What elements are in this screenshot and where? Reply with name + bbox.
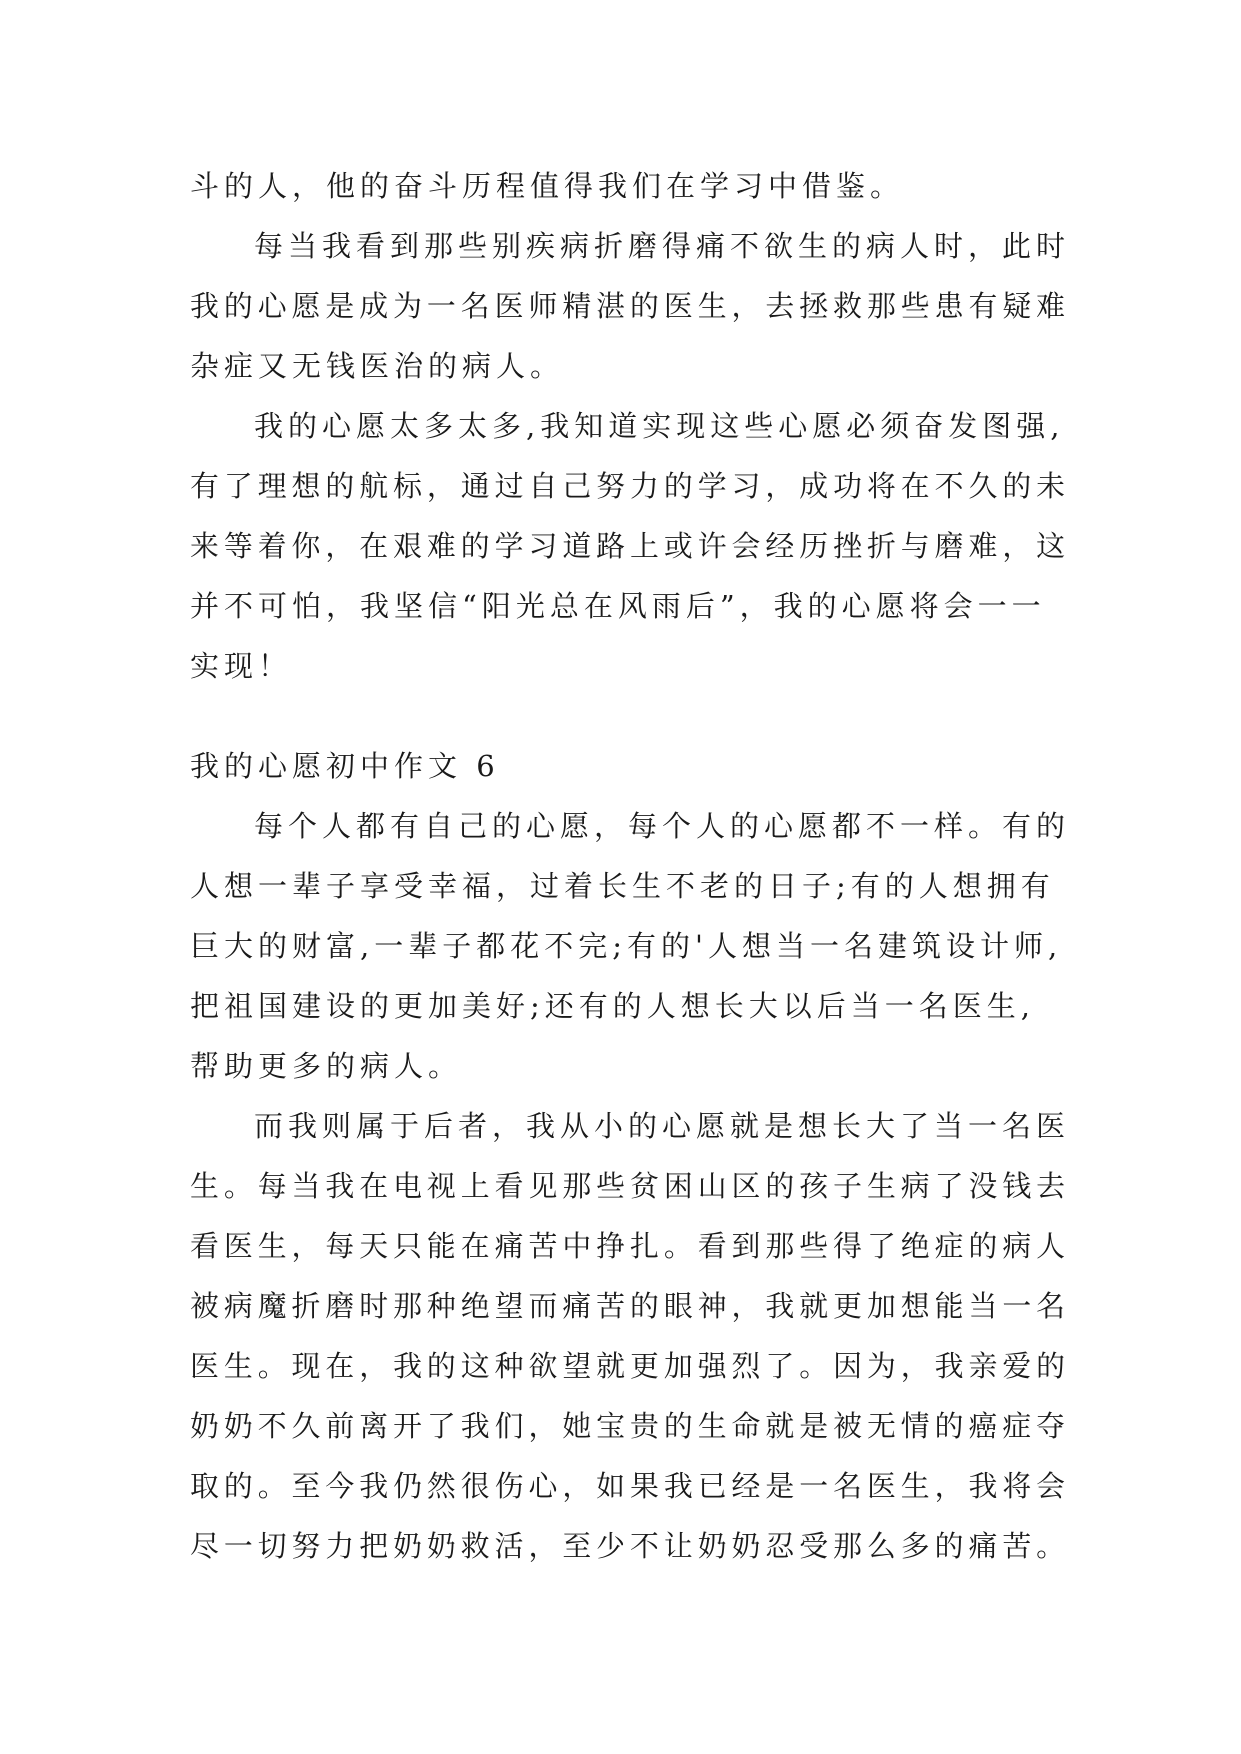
paragraph-first-line: 每个人都有自己的心愿，每个人的心愿都不一样。有的: [254, 809, 1071, 843]
section-heading: 我的心愿初中作文 6: [190, 749, 500, 783]
paragraph-first-line: 而我则属于后者，我从小的心愿就是想长大了当一名医: [254, 1109, 1071, 1143]
text-line: 有了理想的航标，通过自己努力的学习，成功将在不久的未: [190, 469, 1071, 503]
text-line: 医生。现在，我的这种欲望就更加强烈了。因为，我亲爱的: [190, 1349, 1071, 1383]
paragraph-first-line: 每当我看到那些别疾病折磨得痛不欲生的病人时，此时: [254, 229, 1071, 263]
text-line: 看医生，每天只能在痛苦中挣扎。看到那些得了绝症的病人: [190, 1229, 1071, 1263]
text-line: 取的。至今我仍然很伤心，如果我已经是一名医生，我将会: [190, 1469, 1071, 1503]
text-line: 尽一切努力把奶奶救活，至少不让奶奶忍受那么多的痛苦。: [190, 1529, 1071, 1563]
text-line: 斗的人，他的奋斗历程值得我们在学习中借鉴。: [190, 169, 905, 203]
text-line: 帮助更多的病人。: [190, 1049, 463, 1083]
text-line: 生。每当我在电视上看见那些贫困山区的孩子生病了没钱去: [190, 1169, 1071, 1203]
text-line: 实现！: [190, 649, 293, 683]
text-line: 奶奶不久前离开了我们，她宝贵的生命就是被无情的癌症夺: [190, 1409, 1071, 1443]
text-line: 来等着你，在艰难的学习道路上或许会经历挫折与磨难，这: [190, 529, 1071, 563]
paragraph-first-line: 我的心愿太多太多,我知道实现这些心愿必须奋发图强,: [254, 409, 1065, 443]
text-line: 巨大的财富,一辈子都花不完;有的'人想当一名建筑设计师,: [190, 929, 1063, 963]
text-line: 杂症又无钱医治的病人。: [190, 349, 565, 383]
text-line: 把祖国建设的更加美好;还有的人想长大以后当一名医生,: [190, 989, 1035, 1023]
text-line: 被病魔折磨时那种绝望而痛苦的眼神，我就更加想能当一名: [190, 1289, 1071, 1323]
text-line: 并不可怕，我坚信“阳光总在风雨后”，我的心愿将会一一: [190, 589, 1046, 623]
text-line: 人想一辈子享受幸福，过着长生不老的日子;有的人想拥有: [190, 869, 1055, 903]
text-line: 我的心愿是成为一名医师精湛的医生，去拯救那些患有疑难: [190, 289, 1071, 323]
